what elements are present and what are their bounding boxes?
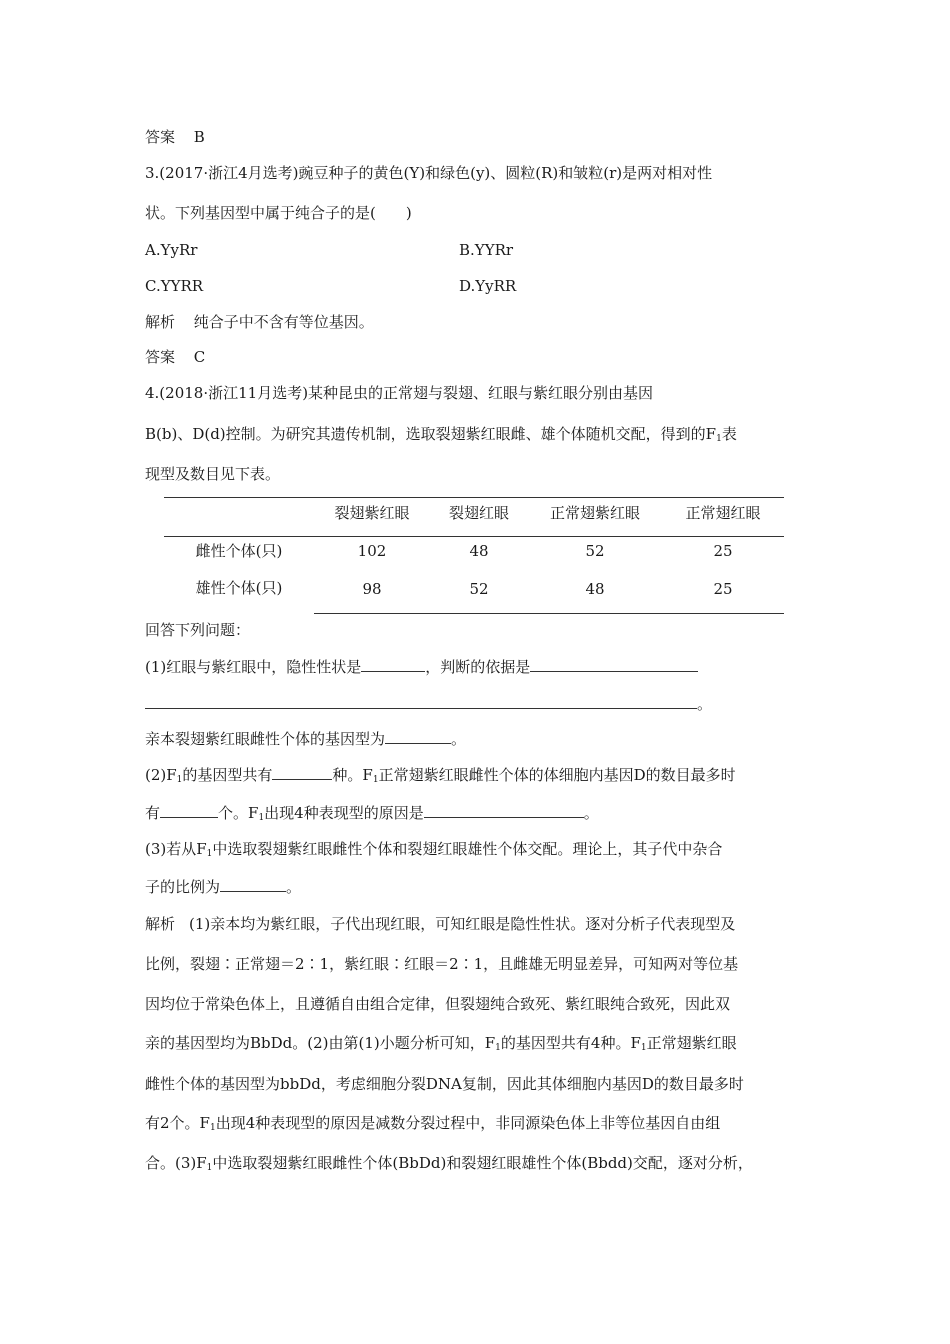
- subscript: 1: [372, 775, 379, 785]
- q4-part1-line2: [145, 693, 712, 714]
- text-segment: 正常翅紫红眼雌性个体的体细胞内基因D的数目最多时: [378, 766, 736, 784]
- table-header-cell: 正常翅紫红眼: [549, 504, 640, 522]
- subscript: 1: [206, 1163, 213, 1173]
- answer-blank[interactable]: [145, 693, 697, 709]
- subscript: 1: [495, 1043, 501, 1053]
- q4-analysis-line4: [145, 1033, 737, 1058]
- table-header-rule: [164, 536, 784, 537]
- q3-analysis: [145, 312, 374, 332]
- text-segment: 的基因型共有4种。F: [500, 1034, 641, 1052]
- answer-value: C: [193, 348, 206, 366]
- text-segment: 出现4种表现型的原因是减数分裂过程中，非同源染色体上非等位基因自由组: [215, 1114, 721, 1132]
- answer-line-b: [145, 127, 205, 147]
- q4-part2-line2: [145, 802, 599, 828]
- q3-option-c: C.YYRR: [145, 277, 204, 295]
- table-cell: 98: [362, 580, 382, 598]
- q4-part1-line3: [145, 728, 466, 749]
- q4-analysis-line7: [145, 1153, 753, 1178]
- answer-value: B: [193, 128, 205, 146]
- text-segment: 亲本裂翅紫红眼雌性个体的基因型为: [145, 730, 386, 748]
- q3-answer: [145, 347, 205, 367]
- table-cell: 102: [357, 542, 387, 560]
- text-segment: 中选取裂翅紫红眼雌性个体和裂翅红眼雄性个体交配。理论上，其子代中杂合: [212, 840, 723, 858]
- text-segment: 。: [697, 695, 713, 713]
- table-cell: 25: [713, 542, 733, 560]
- q4-stem-line2: [145, 424, 737, 449]
- table-cell: 52: [469, 580, 489, 598]
- table-cell: 48: [469, 542, 489, 560]
- subscript: 1: [176, 775, 183, 785]
- q4-analysis-line2: 比例，裂翅∶正常翅＝2∶1，紫红眼∶红眼＝2∶1，且雌雄无明显差异，可知两对等位基: [145, 955, 739, 973]
- analysis-label: 解析: [145, 915, 176, 933]
- table-cell: 48: [585, 580, 605, 598]
- text-segment: 有: [145, 804, 161, 822]
- q4-analysis-line3: 因均位于常染色体上，且遵循自由组合定律，但裂翅纯合致死、紫红眼纯合致死，因此双: [145, 995, 731, 1013]
- q4-part2-line1: [145, 764, 736, 790]
- analysis-label: 解析: [145, 313, 176, 331]
- table-row-label: 雌性个体(只): [195, 542, 283, 560]
- subscript: 1: [640, 1043, 647, 1053]
- subscript: 1: [209, 1123, 216, 1133]
- q3-stem-line2: 状。下列基因型中属于纯合子的是( ): [145, 204, 412, 222]
- q4-analysis-line1: [145, 914, 735, 934]
- q4-prompt: 回答下列问题：: [145, 621, 251, 639]
- q3-option-b: B.YYRr: [459, 241, 514, 259]
- text-segment: (1)亲本均为紫红眼，子代出现红眼，可知红眼是隐性性状。逐对分析子代表现型及: [189, 915, 736, 933]
- answer-blank[interactable]: [160, 802, 218, 818]
- q4-stem-line3: 现型及数目见下表。: [145, 465, 281, 483]
- text-segment: 出现4种表现型的原因是: [264, 804, 424, 822]
- text-segment: 亲的基因型均为BbDd。(2)由第(1)小题分析可知，F: [145, 1034, 496, 1052]
- table-cell: 25: [713, 580, 733, 598]
- answer-label: 答案: [145, 348, 176, 366]
- q4-part3-line2: [145, 876, 301, 897]
- table-top-rule: [164, 497, 784, 498]
- analysis-text: 纯合子中不含有等位基因。: [193, 313, 374, 331]
- text-segment: 个。F: [218, 804, 259, 822]
- table-row-label: 雄性个体(只): [195, 579, 283, 597]
- answer-blank[interactable]: [361, 656, 425, 672]
- q4-part3-line1: [145, 839, 722, 864]
- text-segment: 。: [451, 730, 467, 748]
- table-cell: 52: [585, 542, 605, 560]
- table-header-cell: 正常翅红眼: [685, 504, 761, 522]
- table-bottom-rule: [314, 613, 784, 614]
- text-segment: 有2个。F: [145, 1114, 210, 1132]
- text-segment: 。: [583, 804, 599, 822]
- answer-blank[interactable]: [220, 876, 286, 892]
- text-segment: (1)红眼与紫红眼中，隐性性状是: [145, 658, 362, 676]
- table-header-cell: 裂翅红眼: [448, 504, 509, 522]
- answer-blank[interactable]: [530, 656, 698, 672]
- q4-analysis-line5: 雌性个体的基因型为bbDd，考虑细胞分裂DNA复制，因此其体细胞内基因D的数目最多时: [145, 1075, 744, 1093]
- q3-stem-line1: 3.(2017·浙江4月选考)豌豆种子的黄色(Y)和绿色(y)、圆粒(R)和皱粒(r)是两对相对性: [145, 164, 713, 182]
- subscript: 1: [258, 813, 265, 823]
- subscript: 1: [716, 434, 722, 444]
- text-segment: 种。F: [332, 766, 373, 784]
- q3-option-a: A.YyRr: [145, 241, 198, 259]
- q4-part1-line1: [145, 656, 698, 677]
- text-segment: (2)F: [145, 766, 177, 784]
- text-segment: 的基因型共有: [182, 766, 273, 784]
- q3-option-d: D.YyRR: [459, 277, 517, 295]
- text-segment: 子的比例为: [145, 878, 221, 896]
- text-segment: 中选取裂翅紫红眼雌性个体(BbDd)和裂翅红眼雄性个体(Bbdd)交配，逐对分析，: [212, 1154, 753, 1172]
- text-segment: 表: [721, 425, 737, 443]
- answer-label: 答案: [145, 128, 176, 146]
- text-segment: 正常翅紫红眼: [646, 1034, 737, 1052]
- text-segment: 合。(3)F: [145, 1154, 207, 1172]
- subscript: 1: [206, 849, 213, 859]
- q4-analysis-line6: [145, 1113, 720, 1138]
- text-segment: B(b)、D(d)控制。为研究其遗传机制，选取裂翅紫红眼雌、雄个体随机交配，得到的F: [145, 425, 717, 443]
- q4-stem-line1: 4.(2018·浙江11月选考)某种昆虫的正常翅与裂翅、红眼与紫红眼分别由基因: [145, 384, 654, 402]
- text-segment: ，判断的依据是: [425, 658, 531, 676]
- answer-blank[interactable]: [385, 728, 451, 744]
- answer-blank[interactable]: [272, 764, 332, 780]
- text-segment: 。: [286, 878, 302, 896]
- text-segment: (3)若从F: [145, 840, 207, 858]
- table-header-cell: 裂翅紫红眼: [334, 504, 410, 522]
- answer-blank[interactable]: [424, 802, 584, 818]
